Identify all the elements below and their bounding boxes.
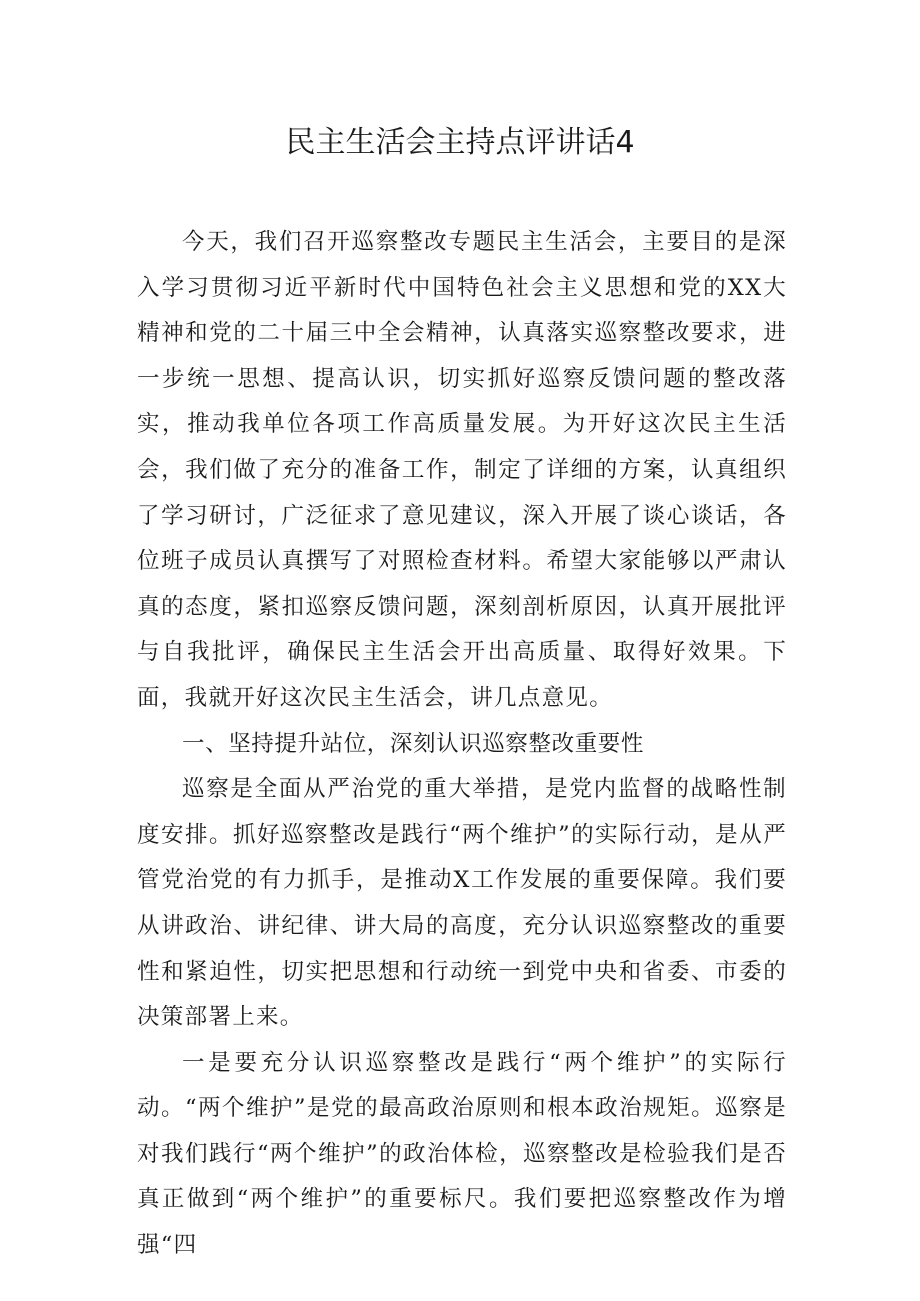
document-body (137, 220, 787, 1269)
section-heading: 一、坚持提升站位，深刻认识巡察整改重要性 (182, 730, 645, 757)
body-paragraph: 今天，我们召开巡察整改专题民主生活会，主要目的是深入学习贯彻习近平新时代中国特色社会主义思想和党的XX大精神和党的二十届三中全会精神，认真落实巡察整改要求，进一步统一思想、提高认识，切实抓好巡察反馈问题的整改落实，推动我单位各项工作高质量发展。为开好这次民主生活会，我们做了充分的准备工作，制定了详细的方案，认真组织了学习研讨，广泛征求了意见建议，深入开展了谈心谈话，各位班子成员认真撰写了对照检查材料。希望大家能够以严肃认真的态度，紧扣巡察反馈问题，深刻剖析原因，认真开展批评与自我批评，确保民主生活会开出高质量、取得好效果。下面，我就开好这次民主生活会，讲几点意见。 (137, 229, 787, 711)
body-paragraph: 一是要充分认识巡察整改是践行“两个维护”的实际行动。“两个维护”是党的最高政治原则和根本政治规矩。巡察是对我们践行“两个维护”的政治体检，巡察整改是检验我们是否真正做到“两个维护”的重要标尺。我们要把巡察整改作为增强“四 (137, 1049, 787, 1259)
body-paragraph: 巡察是全面从严治党的重大举措，是党内监督的战略性制度安排。抓好巡察整改是践行“两个维护”的实际行动，是从严管党治党的有力抓手，是推动X工作发展的重要保障。我们要从讲政治、讲纪律、讲大局的高度，充分认识巡察整改的重要性和紧迫性，切实把思想和行动统一到党中央和省委、市委的决策部署上来。 (137, 776, 787, 1031)
document-title: 民主生活会主持点评讲话4 (285, 125, 635, 160)
